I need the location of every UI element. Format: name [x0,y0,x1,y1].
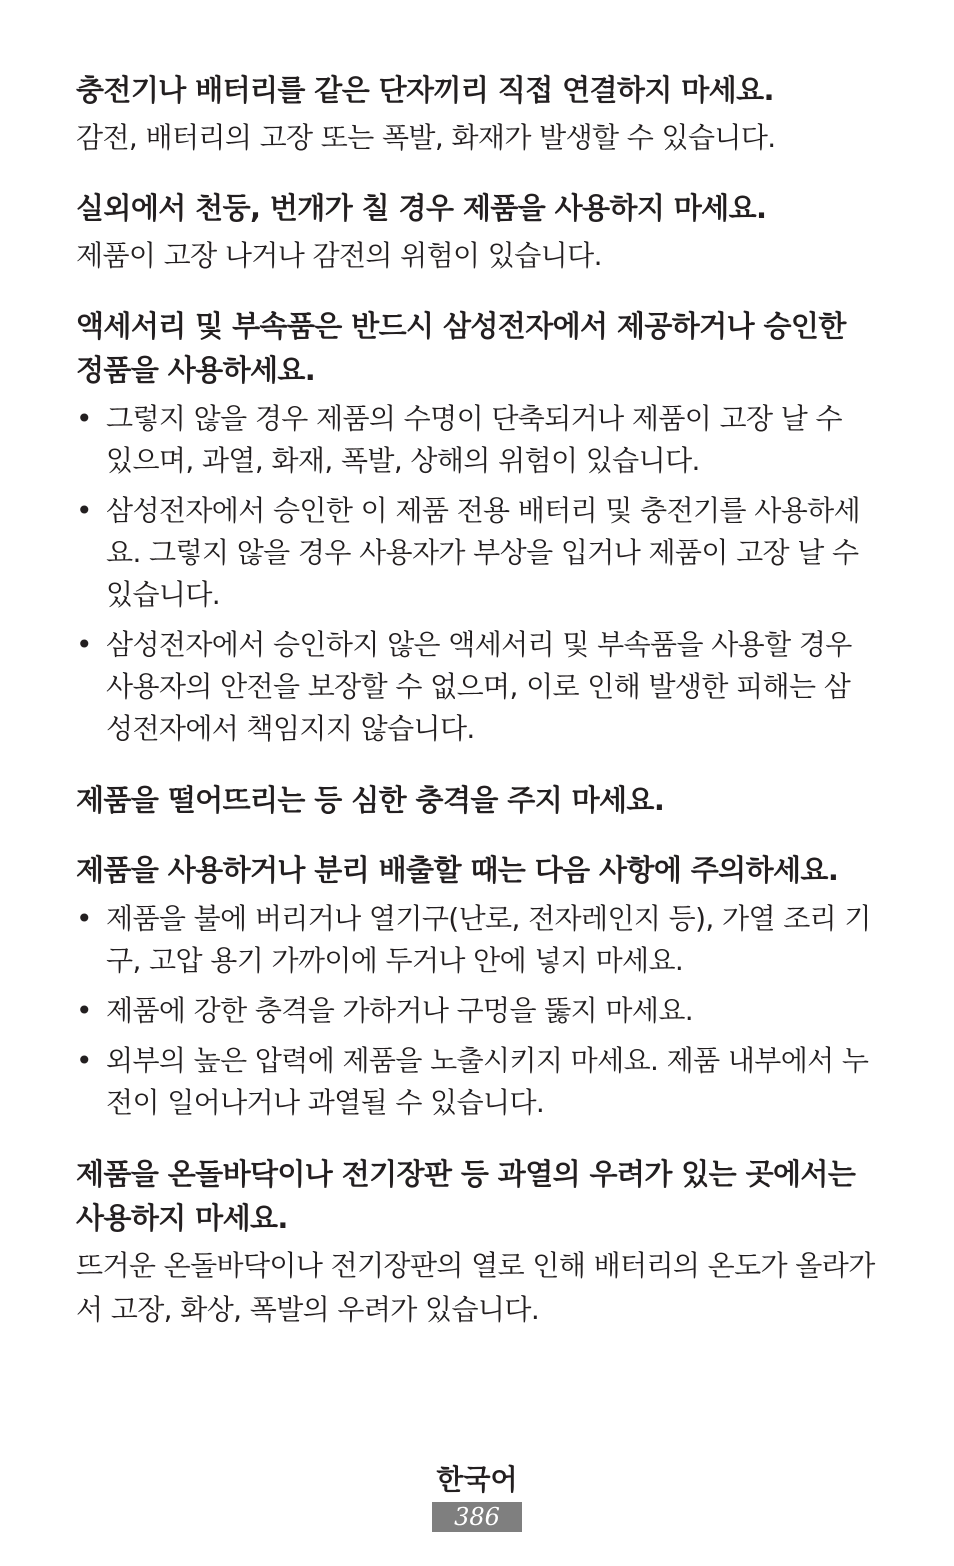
section-charger-battery [76,68,876,160]
bullet-icon: • [76,1044,92,1077]
bullet-icon: • [76,494,92,527]
section-heading: 제품을 사용하거나 분리 배출할 때는 다음 사항에 주의하세요. [76,853,839,887]
section-text: 감전, 배터리의 고장 또는 폭발, 화재가 발생할 수 있습니다. [76,121,776,154]
section-text: 제품이 고장 나거나 감전의 위험이 있습니다. [76,239,602,272]
section-drop-impact [76,778,876,822]
list-item [76,624,876,750]
list-item [76,490,876,616]
bullet-icon: • [76,628,92,661]
list-item [76,898,876,982]
bullet-list [76,898,876,1124]
list-item-text: 제품에 강한 충격을 가하거나 구멍을 뚫지 마세요. [106,994,694,1027]
document-body [76,68,876,1332]
section-text: 뜨거운 온돌바닥이나 전기장판의 열로 인해 배터리의 온도가 올라가서 고장, 화상, 폭발의 우려가 있습니다. [76,1249,875,1326]
bullet-icon: • [76,402,92,435]
section-accessories [76,304,876,750]
section-heading: 제품을 온돌바닥이나 전기장판 등 과열의 우려가 있는 곳에서는 사용하지 마세요. [76,1157,856,1235]
list-item [76,398,876,482]
page-number: 386 [432,1502,522,1532]
section-disposal [76,848,876,1124]
bullet-icon: • [76,902,92,935]
section-thunder-lightning [76,186,876,278]
list-item-text: 삼성전자에서 승인하지 않은 액세서리 및 부속품을 사용할 경우 사용자의 안전을 보장할 수 없으며, 이로 인해 발생한 피해는 삼성전자에서 책임지지 않습니다. [106,628,852,745]
list-item-text: 삼성전자에서 승인한 이 제품 전용 배터리 및 충전기를 사용하세요. 그렇지 않을 경우 사용자가 부상을 입거나 제품이 고장 날 수 있습니다. [106,494,861,611]
section-heading: 제품을 떨어뜨리는 등 심한 충격을 주지 마세요. [76,783,665,817]
bullet-list [76,398,876,750]
list-item-text: 그렇지 않을 경우 제품의 수명이 단축되거나 제품이 고장 날 수 있으며, 과열, 화재, 폭발, 상해의 위험이 있습니다. [106,402,842,477]
footer-language: 한국어 [436,1463,518,1496]
list-item [76,990,876,1032]
list-item-text: 외부의 높은 압력에 제품을 노출시키지 마세요. 제품 내부에서 누전이 일어나거나 과열될 수 있습니다. [106,1044,869,1119]
list-item-text: 제품을 불에 버리거나 열기구(난로, 전자레인지 등), 가열 조리 기구, 고압 용기 가까이에 두거나 안에 넣지 마세요. [106,902,871,977]
bullet-icon: • [76,994,92,1027]
list-item [76,1040,876,1124]
section-heading: 액세서리 및 부속품은 반드시 삼성전자에서 제공하거나 승인한 정품을 사용하세요. [76,309,846,387]
section-heated-floor [76,1152,876,1332]
page-footer [0,1460,954,1532]
section-heading: 실외에서 천둥, 번개가 칠 경우 제품을 사용하지 마세요. [76,191,767,225]
section-heading: 충전기나 배터리를 같은 단자끼리 직접 연결하지 마세요. [76,73,774,107]
